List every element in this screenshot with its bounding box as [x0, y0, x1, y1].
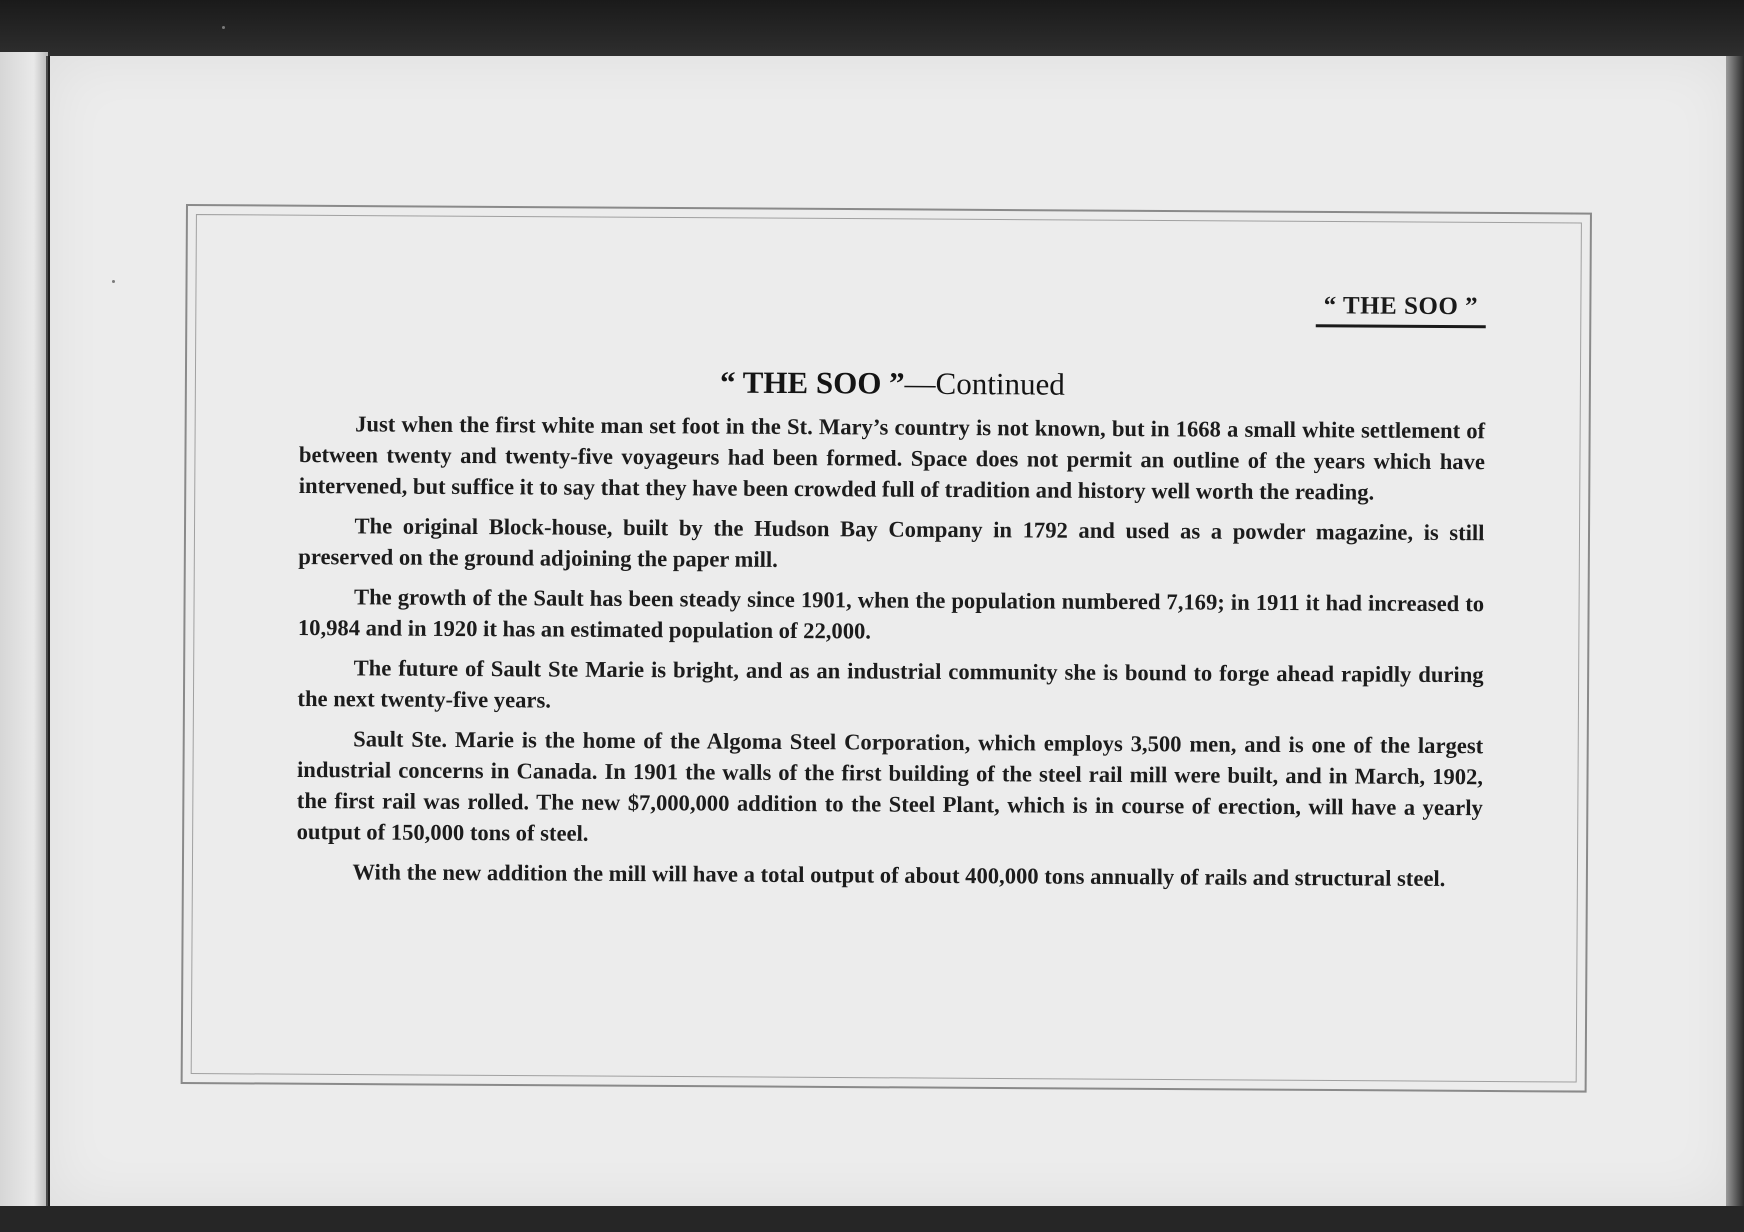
paragraph: With the new addition the mill will have a total output of about 400,000 tons annually of rails and structural steel.: [352, 859, 1446, 892]
paragraph: The original Block-house, built by the Hudson Bay Company in 1792 and used as a powder magazine, is still preserved on the ground adjoining the paper mill.: [298, 513, 1485, 572]
article-body: [296, 408, 1485, 903]
dust-speck: [112, 280, 115, 283]
page-right-shadow: [1726, 56, 1744, 1232]
dust-speck: [222, 26, 225, 29]
paragraph: Sault Ste. Marie is the home of the Algoma Steel Corporation, which employs 3,500 men, and is one of the largest industrial concerns in Canada. In 1901 the walls of the first building of the steel rail mill were built, and in March, 1902, the first rail was rolled. The new $7,000,000 addition to the Steel Plant, which is in course of erection, will have a yearly output of 150,000 tons of steel.: [296, 726, 1484, 846]
title-suffix: —Continued: [904, 365, 1065, 402]
facing-page-edge: [0, 52, 48, 1212]
paragraph: The future of Sault Ste Marie is bright, and as an industrial community she is bound to forge ahead rapidly during the next twenty-five years.: [297, 655, 1484, 713]
gutter-line: [46, 56, 48, 1206]
title-main: “ THE SOO ”: [719, 364, 905, 401]
running-head: “ THE SOO ”: [1316, 292, 1486, 328]
scanner-top-shadow: [0, 0, 1744, 56]
paragraph: The growth of the Sault has been steady since 1901, when the population numbered 7,169; in 1911 it had increased to 10,984 and in 1920 it has an estimated population of 22,000.: [297, 584, 1485, 644]
paragraph: Just when the first white man set foot in the St. Mary’s country is not known, but in 1668 a small white settlement of between twenty and twenty-five voyageurs had been formed. Space does not permit an outline of the years which have intervened, but suffice it to say that they have been crowded full of tradition and history well worth the reading.: [298, 411, 1486, 505]
scanner-bottom-shadow: [0, 1206, 1744, 1232]
page-title: [299, 362, 1485, 405]
